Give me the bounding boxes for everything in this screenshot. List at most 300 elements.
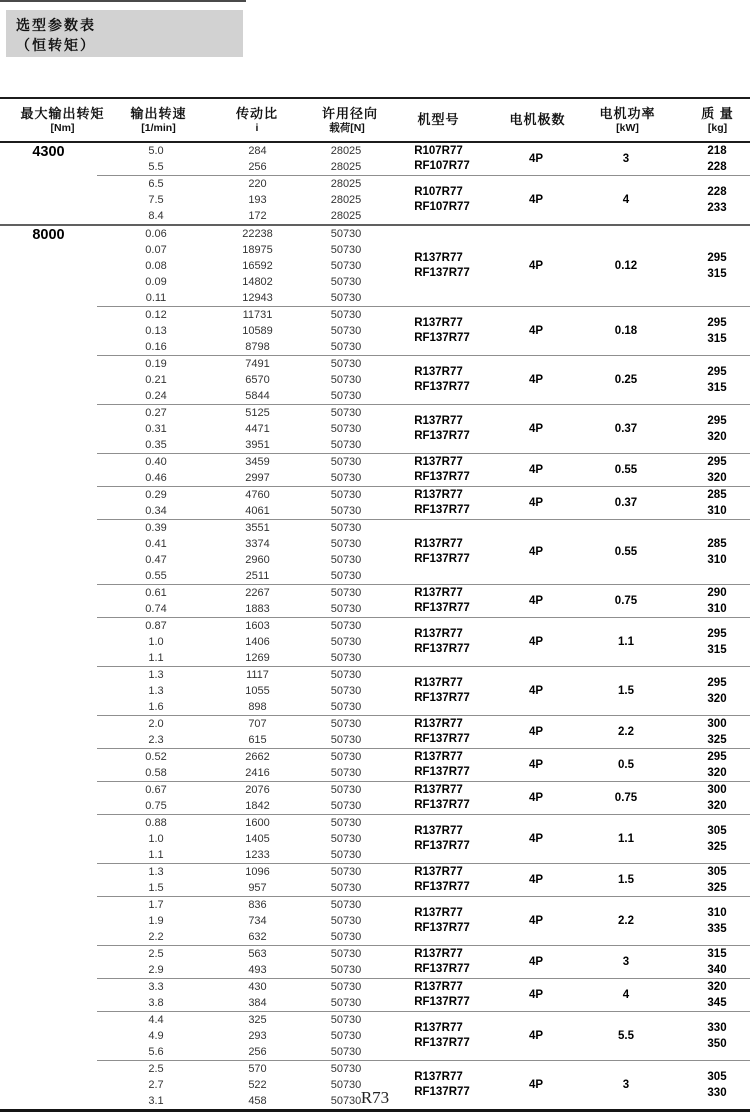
output-speed-value: 0.13 bbox=[145, 325, 167, 337]
radial-load-value: 50730 bbox=[330, 407, 362, 419]
model-name: RF137R77 bbox=[414, 643, 470, 655]
header-cell-output_speed_1min bbox=[125, 106, 192, 134]
mass-value: 290 bbox=[707, 587, 727, 599]
ratio-value: 570 bbox=[248, 1063, 267, 1075]
motor-power-cell: 2.2 bbox=[618, 726, 634, 738]
radial-load-value: 50730 bbox=[330, 456, 362, 468]
motor-poles-cell: 4P bbox=[528, 260, 544, 272]
ratio-value: 430 bbox=[248, 981, 267, 993]
model-names bbox=[414, 865, 470, 895]
model-name: R137R77 bbox=[414, 1071, 463, 1083]
model-cell bbox=[392, 307, 492, 355]
mass-cell bbox=[672, 782, 750, 814]
mass-values bbox=[707, 250, 726, 282]
ratio-value: 256 bbox=[248, 161, 267, 173]
header-label: 传动比 bbox=[235, 106, 278, 121]
output-speed-column bbox=[97, 897, 215, 945]
mass-value: 325 bbox=[707, 734, 727, 746]
output-speed-value: 0.31 bbox=[145, 423, 167, 435]
output-speed-value: 3.1 bbox=[148, 1095, 164, 1107]
ratio-value: 11731 bbox=[242, 309, 273, 321]
model-names bbox=[414, 488, 470, 518]
mass-value: 310 bbox=[707, 907, 727, 919]
model-name: RF137R77 bbox=[414, 1086, 470, 1098]
model-names bbox=[414, 1021, 470, 1051]
model-names bbox=[414, 750, 470, 780]
motor-poles-cell: 4P bbox=[528, 325, 544, 337]
mass-cell bbox=[672, 226, 750, 306]
radial-load-value: 50730 bbox=[330, 276, 362, 288]
output-speed-value: 6.5 bbox=[148, 178, 164, 190]
output-speed-value: 0.40 bbox=[145, 456, 167, 468]
motor-power-cell: 1.5 bbox=[618, 874, 634, 886]
mass-values bbox=[707, 716, 726, 748]
mass-values bbox=[707, 1020, 726, 1052]
radial-load-value: 50730 bbox=[330, 833, 362, 845]
output-speed-value: 0.27 bbox=[145, 407, 167, 419]
output-speed-value: 5.5 bbox=[148, 161, 164, 173]
output-speed-value: 0.39 bbox=[145, 522, 167, 534]
ratio-column bbox=[215, 864, 300, 896]
gear-group-row bbox=[97, 896, 750, 945]
output-speed-column bbox=[97, 782, 215, 814]
mass-values bbox=[707, 946, 726, 978]
ratio-column bbox=[215, 979, 300, 1011]
motor-power-cell: 2.2 bbox=[618, 915, 634, 927]
mass-cell bbox=[672, 897, 750, 945]
ratio-value: 493 bbox=[248, 964, 267, 976]
mass-value: 295 bbox=[707, 677, 727, 689]
output-speed-value: 0.35 bbox=[145, 439, 167, 451]
model-name: R137R77 bbox=[414, 587, 463, 599]
header-cell-radial_load_n bbox=[322, 106, 379, 134]
output-speed-value: 0.87 bbox=[145, 620, 167, 632]
header-cell-mass_kg bbox=[685, 106, 750, 134]
model-name: R137R77 bbox=[414, 1022, 463, 1034]
gear-group-row bbox=[97, 617, 750, 666]
ratio-value: 22238 bbox=[242, 228, 273, 240]
radial-load-value: 50730 bbox=[330, 244, 362, 256]
ratio-value: 4760 bbox=[245, 489, 270, 501]
top-rule bbox=[0, 0, 246, 2]
model-name: RF137R77 bbox=[414, 881, 470, 893]
model-cell bbox=[392, 226, 492, 306]
output-speed-value: 2.2 bbox=[148, 931, 164, 943]
table-header-row bbox=[0, 99, 750, 143]
radial-load-column bbox=[300, 487, 392, 519]
ratio-value: 2662 bbox=[245, 751, 270, 763]
gear-group-row bbox=[97, 175, 750, 224]
model-names bbox=[414, 980, 470, 1010]
ratio-value: 5844 bbox=[245, 390, 270, 402]
mass-value: 295 bbox=[707, 456, 727, 468]
motor-poles-cell: 4P bbox=[528, 636, 544, 648]
model-name: RF137R77 bbox=[414, 553, 470, 565]
mass-values bbox=[707, 143, 726, 175]
ratio-column bbox=[215, 618, 300, 666]
mass-cell bbox=[672, 1012, 750, 1060]
output-speed-value: 3.3 bbox=[148, 981, 164, 993]
mass-value: 228 bbox=[707, 161, 727, 173]
model-name: RF107R77 bbox=[414, 160, 470, 172]
model-names bbox=[414, 947, 470, 977]
model-name: RF137R77 bbox=[414, 1037, 470, 1049]
radial-load-column bbox=[300, 520, 392, 584]
radial-load-value: 50730 bbox=[330, 718, 362, 730]
radial-load-column bbox=[300, 667, 392, 715]
output-speed-column bbox=[97, 176, 215, 224]
model-names bbox=[414, 627, 470, 657]
ratio-value: 5125 bbox=[245, 407, 270, 419]
mass-value: 300 bbox=[707, 784, 727, 796]
mass-value: 315 bbox=[707, 382, 727, 394]
output-speed-column bbox=[97, 585, 215, 617]
radial-load-value: 50730 bbox=[330, 849, 362, 861]
model-name: R137R77 bbox=[414, 866, 463, 878]
output-speed-column bbox=[97, 815, 215, 863]
motor-power-cell: 3 bbox=[622, 153, 630, 165]
gear-group-row bbox=[97, 453, 750, 486]
mass-values bbox=[707, 184, 726, 216]
radial-load-value: 28025 bbox=[330, 161, 362, 173]
ratio-column bbox=[215, 585, 300, 617]
mass-value: 320 bbox=[707, 981, 727, 993]
model-name: R137R77 bbox=[414, 784, 463, 796]
motor-poles-cell: 4P bbox=[528, 595, 544, 607]
radial-load-value: 50730 bbox=[330, 784, 362, 796]
output-speed-column bbox=[97, 226, 215, 306]
output-speed-column bbox=[97, 487, 215, 519]
mass-value: 320 bbox=[707, 767, 727, 779]
radial-load-value: 50730 bbox=[330, 685, 362, 697]
motor-poles-cell: 4P bbox=[528, 915, 544, 927]
mass-value: 310 bbox=[707, 505, 727, 517]
output-speed-value: 4.9 bbox=[148, 1030, 164, 1042]
motor-power-cell: 0.75 bbox=[614, 595, 638, 607]
output-speed-value: 1.6 bbox=[148, 701, 164, 713]
model-name: RF137R77 bbox=[414, 692, 470, 704]
radial-load-value: 50730 bbox=[330, 292, 362, 304]
model-name: RF137R77 bbox=[414, 381, 470, 393]
ratio-value: 16592 bbox=[242, 260, 273, 272]
mass-value: 325 bbox=[707, 841, 727, 853]
model-names bbox=[414, 414, 470, 444]
ratio-value: 18975 bbox=[242, 244, 273, 256]
radial-load-value: 28025 bbox=[330, 194, 362, 206]
ratio-value: 3459 bbox=[245, 456, 270, 468]
output-speed-value: 0.29 bbox=[145, 489, 167, 501]
mass-value: 315 bbox=[707, 644, 727, 656]
radial-load-value: 50730 bbox=[330, 800, 362, 812]
mass-cell bbox=[672, 667, 750, 715]
output-speed-value: 0.09 bbox=[145, 276, 167, 288]
radial-load-value: 50730 bbox=[330, 570, 362, 582]
radial-load-value: 50730 bbox=[330, 669, 362, 681]
ratio-value: 563 bbox=[248, 948, 267, 960]
model-names bbox=[414, 251, 470, 281]
motor-poles-cell: 4P bbox=[528, 497, 544, 509]
header-label: 质 量 bbox=[701, 106, 734, 121]
motor-power-cell: 0.55 bbox=[614, 464, 638, 476]
motor-power-cell: 1.5 bbox=[618, 685, 634, 697]
model-cell bbox=[392, 946, 492, 978]
output-speed-value: 3.8 bbox=[148, 997, 164, 1009]
gear-group-row bbox=[97, 715, 750, 748]
output-speed-value: 0.21 bbox=[145, 374, 167, 386]
radial-load-value: 50730 bbox=[330, 866, 362, 878]
mass-value: 295 bbox=[707, 366, 727, 378]
ratio-value: 1096 bbox=[245, 866, 270, 878]
model-cell bbox=[392, 618, 492, 666]
motor-power-cell: 0.18 bbox=[614, 325, 638, 337]
radial-load-column bbox=[300, 864, 392, 896]
output-speed-value: 0.88 bbox=[145, 817, 167, 829]
output-speed-value: 0.08 bbox=[145, 260, 167, 272]
radial-load-column bbox=[300, 307, 392, 355]
model-name: RF137R77 bbox=[414, 963, 470, 975]
radial-load-value: 50730 bbox=[330, 228, 362, 240]
ratio-value: 8798 bbox=[245, 341, 270, 353]
mass-value: 233 bbox=[707, 202, 727, 214]
ratio-value: 384 bbox=[248, 997, 267, 1009]
ratio-value: 1269 bbox=[245, 652, 270, 664]
model-names bbox=[414, 365, 470, 395]
mass-value: 300 bbox=[707, 718, 727, 730]
footer-page-number: R73 bbox=[360, 1088, 390, 1107]
ratio-value: 615 bbox=[248, 734, 267, 746]
mass-value: 285 bbox=[707, 538, 727, 550]
output-speed-value: 0.55 bbox=[145, 570, 167, 582]
radial-load-column bbox=[300, 897, 392, 945]
header-label: 最大输出转矩 bbox=[20, 106, 105, 121]
radial-load-value: 50730 bbox=[330, 948, 362, 960]
motor-power-cell: 4 bbox=[622, 194, 630, 206]
header-label: 机型号 bbox=[417, 112, 460, 127]
mass-cell bbox=[672, 815, 750, 863]
output-speed-value: 0.19 bbox=[145, 358, 167, 370]
radial-load-value: 50730 bbox=[330, 1046, 362, 1058]
model-name: RF137R77 bbox=[414, 766, 470, 778]
output-speed-value: 0.16 bbox=[145, 341, 167, 353]
motor-power-cell: 4 bbox=[622, 989, 630, 1001]
motor-power-cell: 0.55 bbox=[614, 546, 638, 558]
ratio-column bbox=[215, 487, 300, 519]
radial-load-column bbox=[300, 716, 392, 748]
ratio-value: 2997 bbox=[245, 472, 270, 484]
ratio-value: 4471 bbox=[245, 423, 270, 435]
radial-load-value: 50730 bbox=[330, 997, 362, 1009]
model-name: R137R77 bbox=[414, 489, 463, 501]
mass-values bbox=[707, 315, 726, 347]
output-speed-value: 0.52 bbox=[145, 751, 167, 763]
gear-group-row bbox=[97, 781, 750, 814]
model-name: R137R77 bbox=[414, 252, 463, 264]
gear-group-row bbox=[97, 1011, 750, 1060]
ratio-value: 2076 bbox=[245, 784, 270, 796]
model-cell bbox=[392, 585, 492, 617]
output-speed-value: 1.3 bbox=[148, 685, 164, 697]
mass-cell bbox=[672, 454, 750, 486]
mass-value: 218 bbox=[707, 145, 727, 157]
mass-cell bbox=[672, 864, 750, 896]
header-unit: [1/min] bbox=[141, 122, 176, 134]
mass-value: 315 bbox=[707, 948, 727, 960]
header-cell-motor_power_kw bbox=[570, 106, 685, 134]
output-speed-value: 0.34 bbox=[145, 505, 167, 517]
gear-group-row bbox=[97, 978, 750, 1011]
mass-value: 315 bbox=[707, 333, 727, 345]
mass-cell bbox=[672, 143, 750, 175]
ratio-value: 836 bbox=[248, 899, 267, 911]
ratio-column bbox=[215, 226, 300, 306]
mass-value: 305 bbox=[707, 866, 727, 878]
header-cell-motor_poles bbox=[505, 112, 570, 128]
header-unit: [Nm] bbox=[50, 122, 75, 134]
output-speed-column bbox=[97, 618, 215, 666]
mass-value: 295 bbox=[707, 415, 727, 427]
model-name: R137R77 bbox=[414, 948, 463, 960]
model-cell bbox=[392, 454, 492, 486]
ratio-column bbox=[215, 815, 300, 863]
output-speed-value: 1.9 bbox=[148, 915, 164, 927]
output-speed-value: 0.74 bbox=[145, 603, 167, 615]
radial-load-column bbox=[300, 618, 392, 666]
gear-group-row bbox=[97, 486, 750, 519]
motor-poles-cell: 4P bbox=[528, 989, 544, 1001]
radial-load-column bbox=[300, 946, 392, 978]
model-name: R137R77 bbox=[414, 415, 463, 427]
motor-poles-cell: 4P bbox=[528, 685, 544, 697]
ratio-value: 2416 bbox=[245, 767, 270, 779]
model-cell bbox=[392, 782, 492, 814]
model-name: RF107R77 bbox=[414, 201, 470, 213]
ratio-value: 10589 bbox=[242, 325, 273, 337]
output-speed-value: 0.58 bbox=[145, 767, 167, 779]
ratio-value: 458 bbox=[248, 1095, 267, 1107]
mass-values bbox=[707, 626, 726, 658]
model-cell bbox=[392, 356, 492, 404]
mass-value: 228 bbox=[707, 186, 727, 198]
header-unit: 载荷[N] bbox=[329, 122, 365, 134]
gear-group-row bbox=[97, 226, 750, 306]
model-cell bbox=[392, 979, 492, 1011]
mass-value: 315 bbox=[707, 268, 727, 280]
ratio-column bbox=[215, 749, 300, 781]
model-name: R137R77 bbox=[414, 317, 463, 329]
motor-poles-cell: 4P bbox=[528, 759, 544, 771]
header-unit: i bbox=[255, 122, 259, 134]
model-name: RF137R77 bbox=[414, 602, 470, 614]
header-label: 输出转速 bbox=[130, 106, 187, 121]
output-speed-value: 0.12 bbox=[145, 309, 167, 321]
model-name: RF137R77 bbox=[414, 840, 470, 852]
radial-load-value: 50730 bbox=[330, 260, 362, 272]
mass-cell bbox=[672, 946, 750, 978]
ratio-value: 2267 bbox=[245, 587, 270, 599]
radial-load-value: 50730 bbox=[330, 751, 362, 763]
radial-load-column bbox=[300, 226, 392, 306]
radial-load-value: 50730 bbox=[330, 734, 362, 746]
output-speed-value: 2.9 bbox=[148, 964, 164, 976]
ratio-value: 1406 bbox=[245, 636, 270, 648]
max-torque-label: 8000 bbox=[32, 227, 65, 243]
max-torque-label: 4300 bbox=[32, 144, 65, 160]
mass-value: 295 bbox=[707, 252, 727, 264]
output-speed-value: 2.5 bbox=[148, 948, 164, 960]
radial-load-value: 50730 bbox=[330, 423, 362, 435]
model-names bbox=[414, 717, 470, 747]
mass-values bbox=[707, 823, 726, 855]
header-cell-model bbox=[372, 112, 505, 128]
motor-power-cell: 3 bbox=[622, 1079, 630, 1091]
radial-load-column bbox=[300, 815, 392, 863]
header-label: 电机极数 bbox=[509, 112, 566, 127]
radial-load-column bbox=[300, 749, 392, 781]
output-speed-value: 1.5 bbox=[148, 882, 164, 894]
radial-load-value: 50730 bbox=[330, 325, 362, 337]
gear-group-row bbox=[97, 814, 750, 863]
motor-poles-cell: 4P bbox=[528, 153, 544, 165]
radial-load-value: 50730 bbox=[330, 636, 362, 648]
ratio-value: 3374 bbox=[245, 538, 270, 550]
ratio-value: 7491 bbox=[245, 358, 270, 370]
page-title-line2: （恒转矩） bbox=[16, 37, 96, 53]
output-speed-column bbox=[97, 667, 215, 715]
mass-values bbox=[707, 536, 726, 568]
mass-cell bbox=[672, 307, 750, 355]
ratio-value: 256 bbox=[248, 1046, 267, 1058]
radial-load-value: 50730 bbox=[330, 538, 362, 550]
output-speed-column bbox=[97, 405, 215, 453]
radial-load-value: 50730 bbox=[330, 1079, 362, 1091]
radial-load-value: 50730 bbox=[330, 915, 362, 927]
gear-group-row bbox=[97, 404, 750, 453]
ratio-column bbox=[215, 176, 300, 224]
output-speed-column bbox=[97, 749, 215, 781]
radial-load-value: 50730 bbox=[330, 554, 362, 566]
radial-load-value: 50730 bbox=[330, 1095, 362, 1107]
radial-load-value: 28025 bbox=[330, 210, 362, 222]
model-cell bbox=[392, 520, 492, 584]
radial-load-column bbox=[300, 782, 392, 814]
output-speed-value: 2.3 bbox=[148, 734, 164, 746]
model-name: R137R77 bbox=[414, 366, 463, 378]
output-speed-value: 0.67 bbox=[145, 784, 167, 796]
model-cell bbox=[392, 749, 492, 781]
mass-cell bbox=[672, 176, 750, 224]
header-unit: [kW] bbox=[616, 122, 639, 134]
radial-load-value: 50730 bbox=[330, 522, 362, 534]
gear-groups bbox=[97, 143, 750, 224]
ratio-column bbox=[215, 716, 300, 748]
radial-load-value: 50730 bbox=[330, 390, 362, 402]
mass-values bbox=[707, 585, 726, 617]
radial-load-value: 28025 bbox=[330, 178, 362, 190]
mass-values bbox=[707, 782, 726, 814]
torque-section bbox=[0, 224, 750, 1109]
header-cell-max_output_torque_nm bbox=[0, 106, 125, 134]
model-cell bbox=[392, 667, 492, 715]
header-unit: [kg] bbox=[707, 122, 728, 134]
model-names bbox=[414, 586, 470, 616]
mass-value: 330 bbox=[707, 1022, 727, 1034]
radial-load-value: 50730 bbox=[330, 652, 362, 664]
output-speed-value: 1.3 bbox=[148, 669, 164, 681]
model-cell bbox=[392, 405, 492, 453]
ratio-value: 293 bbox=[248, 1030, 267, 1042]
radial-load-column bbox=[300, 356, 392, 404]
motor-poles-cell: 4P bbox=[528, 792, 544, 804]
